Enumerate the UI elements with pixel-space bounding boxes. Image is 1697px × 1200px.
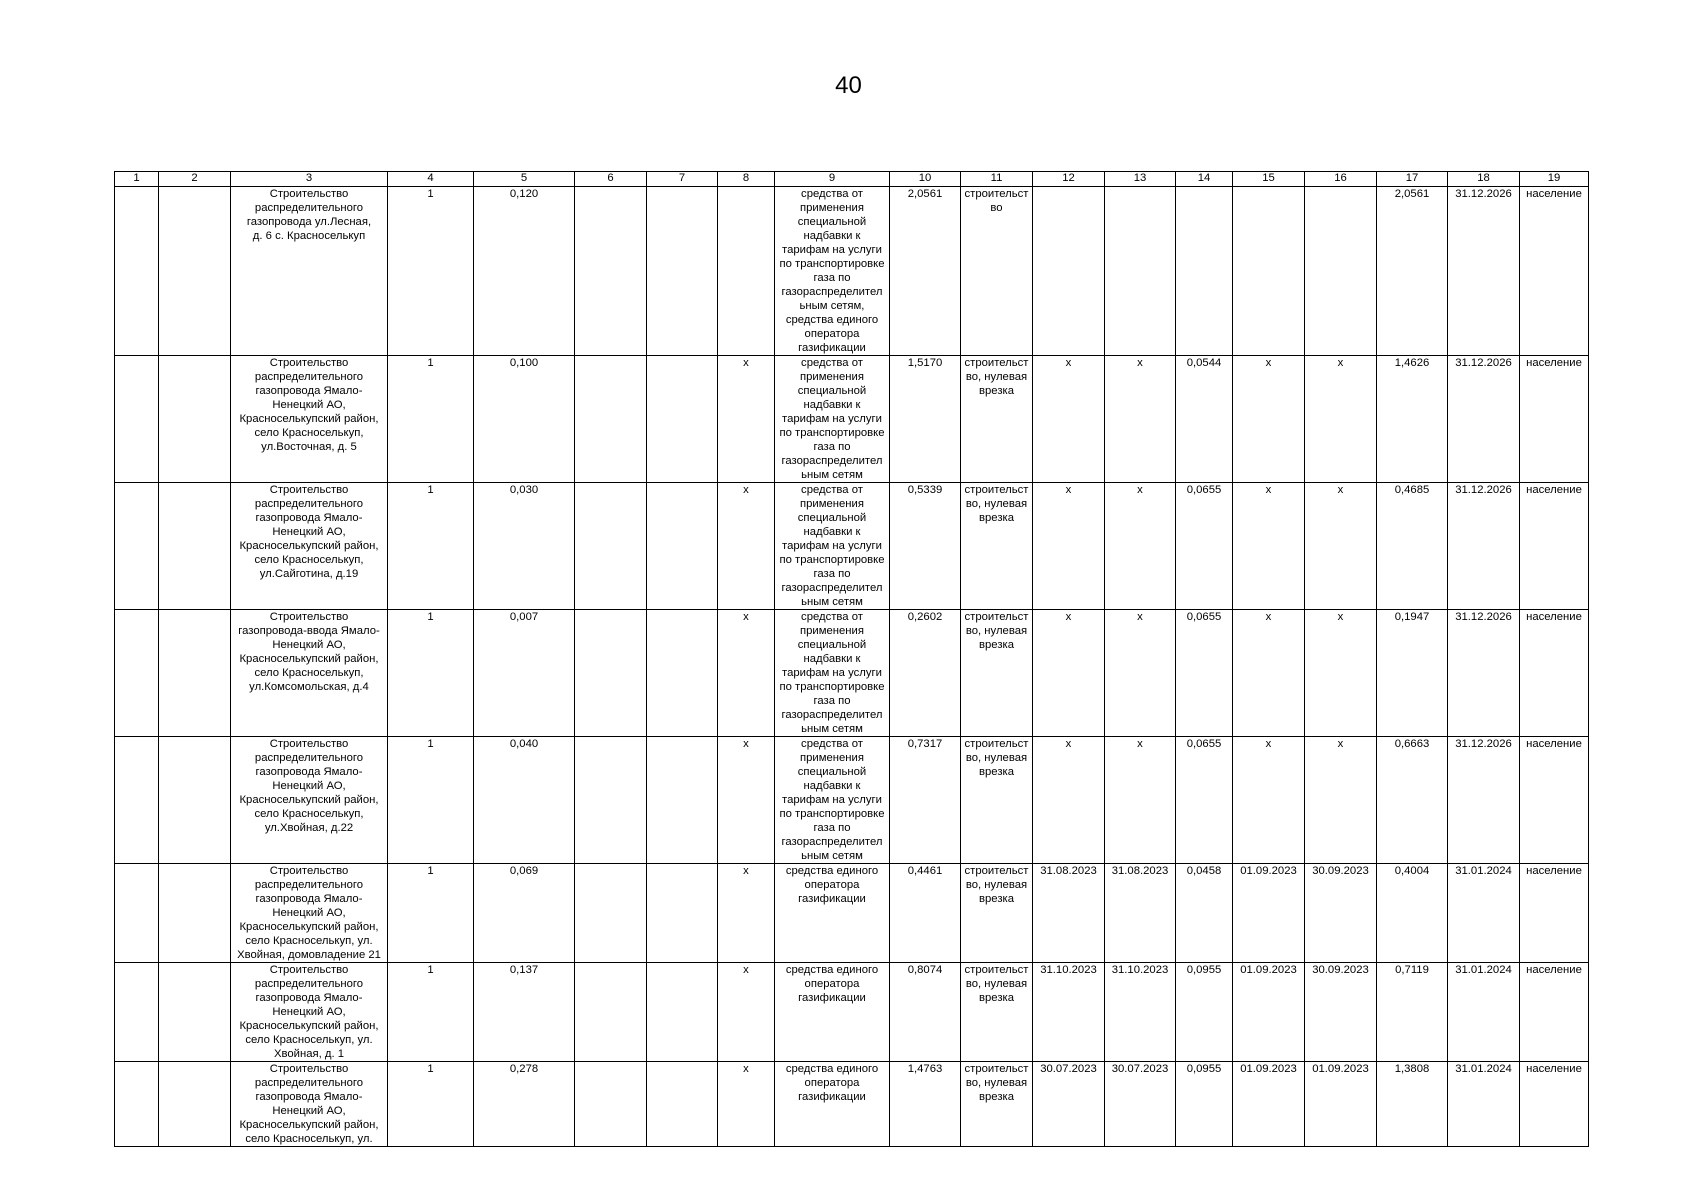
column-header: 17 — [1377, 172, 1448, 187]
column-header: 1 — [115, 172, 159, 187]
cell-row-number — [115, 963, 159, 1062]
cell-row-number — [115, 483, 159, 610]
cell-date-13: 31.08.2023 — [1105, 864, 1176, 963]
cell-beneficiary: население — [1520, 356, 1589, 483]
cell-quantity: 1 — [388, 356, 474, 483]
cell-length-km: 0,069 — [474, 864, 575, 963]
cell-date-12: х — [1033, 737, 1105, 864]
cell-length-km: 0,007 — [474, 610, 575, 737]
table-row — [115, 1062, 1589, 1147]
column-header: 15 — [1233, 172, 1305, 187]
cell-col-6 — [575, 356, 647, 483]
cell-length-km: 0,278 — [474, 1062, 575, 1147]
cell-code — [159, 864, 231, 963]
cell-row-number — [115, 864, 159, 963]
cell-work-type: строительст во, нулевая врезка — [961, 963, 1033, 1062]
cell-col-7 — [647, 610, 718, 737]
cell-beneficiary: население — [1520, 864, 1589, 963]
cell-value-14 — [1176, 187, 1233, 356]
cell-col-8: х — [718, 737, 775, 864]
column-header: 12 — [1033, 172, 1105, 187]
cell-col-8: х — [718, 1062, 775, 1147]
table-row — [115, 610, 1589, 737]
column-header: 6 — [575, 172, 647, 187]
cell-length-km: 0,040 — [474, 737, 575, 864]
cell-date-15: х — [1233, 610, 1305, 737]
cell-funding-source: средства единого оператора газификации — [775, 1062, 890, 1147]
column-header: 9 — [775, 172, 890, 187]
cell-row-number — [115, 737, 159, 864]
column-header: 10 — [890, 172, 961, 187]
cell-beneficiary: население — [1520, 483, 1589, 610]
cell-col-6 — [575, 963, 647, 1062]
cell-completion-date: 31.01.2024 — [1448, 963, 1520, 1062]
cell-completion-date: 31.12.2026 — [1448, 610, 1520, 737]
column-header: 18 — [1448, 172, 1520, 187]
cell-completion-date: 31.12.2026 — [1448, 356, 1520, 483]
cell-beneficiary: население — [1520, 610, 1589, 737]
cell-date-13: х — [1105, 356, 1176, 483]
cell-funding-source: средства от применения специальной надбавки к тарифам на услуги по транспортировке газа по газораспределител ьным сетям — [775, 610, 890, 737]
cell-value-14: 0,0955 — [1176, 963, 1233, 1062]
cell-date-15: 01.09.2023 — [1233, 963, 1305, 1062]
column-header: 16 — [1305, 172, 1377, 187]
cell-beneficiary: население — [1520, 737, 1589, 864]
cell-date-13 — [1105, 187, 1176, 356]
cell-quantity: 1 — [388, 963, 474, 1062]
cell-object-name: Строительство распределительного газопровода Ямало- Ненецкий АО, Красноселькупский район, село Красноселькуп, ул.Хвойная, д.22 — [231, 737, 388, 864]
cell-date-16: 30.09.2023 — [1305, 864, 1377, 963]
cell-funding-source: средства от применения специальной надбавки к тарифам на услуги по транспортировке газа по газораспределител ьным сетям — [775, 483, 890, 610]
cell-value-17: 0,1947 — [1377, 610, 1448, 737]
cell-work-type: строительст во, нулевая врезка — [961, 356, 1033, 483]
cell-funding-source: средства от применения специальной надбавки к тарифам на услуги по транспортировке газа по газораспределител ьным сетям — [775, 737, 890, 864]
cell-date-15: 01.09.2023 — [1233, 864, 1305, 963]
cell-col-8: х — [718, 356, 775, 483]
column-header: 5 — [474, 172, 575, 187]
cell-date-13: 31.10.2023 — [1105, 963, 1176, 1062]
cell-col-6 — [575, 1062, 647, 1147]
cell-funding-source: средства единого оператора газификации — [775, 963, 890, 1062]
cell-object-name: Строительство газопровода-ввода Ямало- Ненецкий АО, Красноселькупский район, село Красноселькуп, ул.Комсомольская, д.4 — [231, 610, 388, 737]
cell-date-15: х — [1233, 737, 1305, 864]
cell-value-14: 0,0655 — [1176, 737, 1233, 864]
cell-date-12: 31.10.2023 — [1033, 963, 1105, 1062]
cell-cost-total: 2,0561 — [890, 187, 961, 356]
cell-object-name: Строительство распределительного газопровода Ямало- Ненецкий АО, Красноселькупский район, село Красноселькуп, ул.Восточная, д. 5 — [231, 356, 388, 483]
cell-date-16: х — [1305, 356, 1377, 483]
cell-quantity: 1 — [388, 483, 474, 610]
cell-code — [159, 1062, 231, 1147]
column-header: 13 — [1105, 172, 1176, 187]
cell-work-type: строительст во, нулевая врезка — [961, 1062, 1033, 1147]
cell-value-14: 0,0544 — [1176, 356, 1233, 483]
cell-date-13: 30.07.2023 — [1105, 1062, 1176, 1147]
cell-date-12: х — [1033, 356, 1105, 483]
table-row — [115, 864, 1589, 963]
cell-row-number — [115, 1062, 159, 1147]
cell-quantity: 1 — [388, 187, 474, 356]
cell-value-17: 0,4685 — [1377, 483, 1448, 610]
cell-row-number — [115, 187, 159, 356]
cell-date-16: х — [1305, 483, 1377, 610]
cell-date-15: 01.09.2023 — [1233, 1062, 1305, 1147]
cell-quantity: 1 — [388, 610, 474, 737]
cell-col-6 — [575, 483, 647, 610]
cell-col-7 — [647, 737, 718, 864]
cell-date-15: х — [1233, 356, 1305, 483]
page-number: 40 — [835, 72, 862, 99]
cell-completion-date: 31.01.2024 — [1448, 1062, 1520, 1147]
cell-col-8 — [718, 187, 775, 356]
table-row — [115, 737, 1589, 864]
column-header: 3 — [231, 172, 388, 187]
table-row — [115, 187, 1589, 356]
cell-col-8: х — [718, 963, 775, 1062]
cell-col-6 — [575, 737, 647, 864]
cell-work-type: строительст во, нулевая врезка — [961, 864, 1033, 963]
cell-row-number — [115, 610, 159, 737]
cell-date-16 — [1305, 187, 1377, 356]
table-row — [115, 483, 1589, 610]
cell-completion-date: 31.01.2024 — [1448, 864, 1520, 963]
cell-funding-source: средства единого оператора газификации — [775, 864, 890, 963]
cell-object-name: Строительство распределительного газопровода Ямало- Ненецкий АО, Красноселькупский район, село Красноселькуп, ул. Хвойная, д. 1 — [231, 963, 388, 1062]
column-header: 19 — [1520, 172, 1589, 187]
cell-value-14: 0,0955 — [1176, 1062, 1233, 1147]
cell-col-7 — [647, 356, 718, 483]
cell-cost-total: 1,5170 — [890, 356, 961, 483]
cell-cost-total: 0,7317 — [890, 737, 961, 864]
cell-col-7 — [647, 864, 718, 963]
cell-value-17: 0,7119 — [1377, 963, 1448, 1062]
cell-col-7 — [647, 187, 718, 356]
cell-value-17: 1,3808 — [1377, 1062, 1448, 1147]
cell-col-8: х — [718, 864, 775, 963]
cell-cost-total: 0,4461 — [890, 864, 961, 963]
cell-funding-source: средства от применения специальной надбавки к тарифам на услуги по транспортировке газа по газораспределител ьным сетям, средства единого оператора газификации — [775, 187, 890, 356]
cell-work-type: строительст во — [961, 187, 1033, 356]
cell-cost-total: 0,5339 — [890, 483, 961, 610]
cell-date-15: х — [1233, 483, 1305, 610]
cell-work-type: строительст во, нулевая врезка — [961, 610, 1033, 737]
cell-work-type: строительст во, нулевая врезка — [961, 737, 1033, 864]
cell-date-15 — [1233, 187, 1305, 356]
cell-col-8: х — [718, 610, 775, 737]
cell-beneficiary: население — [1520, 1062, 1589, 1147]
cell-code — [159, 187, 231, 356]
cell-row-number — [115, 356, 159, 483]
cell-beneficiary: население — [1520, 963, 1589, 1062]
cell-date-16: х — [1305, 610, 1377, 737]
column-header: 4 — [388, 172, 474, 187]
cell-col-8: х — [718, 483, 775, 610]
cell-quantity: 1 — [388, 864, 474, 963]
cell-completion-date: 31.12.2026 — [1448, 483, 1520, 610]
cell-length-km: 0,030 — [474, 483, 575, 610]
cell-date-12: 31.08.2023 — [1033, 864, 1105, 963]
cell-completion-date: 31.12.2026 — [1448, 737, 1520, 864]
cell-date-13: х — [1105, 483, 1176, 610]
column-header: 14 — [1176, 172, 1233, 187]
column-header: 11 — [961, 172, 1033, 187]
column-header: 2 — [159, 172, 231, 187]
cell-code — [159, 610, 231, 737]
cell-value-17: 0,4004 — [1377, 864, 1448, 963]
cell-col-7 — [647, 963, 718, 1062]
cell-date-12: х — [1033, 483, 1105, 610]
cell-date-13: х — [1105, 737, 1176, 864]
cell-code — [159, 737, 231, 864]
column-header: 8 — [718, 172, 775, 187]
cell-col-6 — [575, 610, 647, 737]
cell-code — [159, 483, 231, 610]
cell-completion-date: 31.12.2026 — [1448, 187, 1520, 356]
investment-program-table — [114, 171, 1589, 1147]
cell-col-6 — [575, 187, 647, 356]
cell-funding-source: средства от применения специальной надбавки к тарифам на услуги по транспортировке газа по газораспределител ьным сетям — [775, 356, 890, 483]
cell-date-16: х — [1305, 737, 1377, 864]
column-header: 7 — [647, 172, 718, 187]
cell-date-12: 30.07.2023 — [1033, 1062, 1105, 1147]
cell-value-17: 1,4626 — [1377, 356, 1448, 483]
cell-beneficiary: население — [1520, 187, 1589, 356]
cell-col-7 — [647, 483, 718, 610]
cell-value-14: 0,0655 — [1176, 610, 1233, 737]
cell-quantity: 1 — [388, 737, 474, 864]
cell-cost-total: 0,8074 — [890, 963, 961, 1062]
cell-value-14: 0,0458 — [1176, 864, 1233, 963]
cell-cost-total: 1,4763 — [890, 1062, 961, 1147]
cell-value-17: 0,6663 — [1377, 737, 1448, 864]
cell-quantity: 1 — [388, 1062, 474, 1147]
cell-date-12 — [1033, 187, 1105, 356]
cell-object-name: Строительство распределительного газопровода Ямало- Ненецкий АО, Красноселькупский район, село Красноселькуп, ул. Хвойная, домовладение 21 — [231, 864, 388, 963]
cell-col-7 — [647, 1062, 718, 1147]
cell-value-17: 2,0561 — [1377, 187, 1448, 356]
table-row — [115, 356, 1589, 483]
cell-length-km: 0,100 — [474, 356, 575, 483]
cell-date-12: х — [1033, 610, 1105, 737]
cell-code — [159, 356, 231, 483]
cell-object-name: Строительство распределительного газопровода Ямало- Ненецкий АО, Красноселькупский район, село Красноселькуп, ул. — [231, 1062, 388, 1147]
cell-date-16: 30.09.2023 — [1305, 963, 1377, 1062]
column-number-header-row — [115, 172, 1589, 187]
cell-work-type: строительст во, нулевая врезка — [961, 483, 1033, 610]
cell-date-13: х — [1105, 610, 1176, 737]
cell-value-14: 0,0655 — [1176, 483, 1233, 610]
cell-length-km: 0,137 — [474, 963, 575, 1062]
cell-object-name: Строительство распределительного газопровода Ямало- Ненецкий АО, Красноселькупский район, село Красноселькуп, ул.Сайготина, д.19 — [231, 483, 388, 610]
cell-col-6 — [575, 864, 647, 963]
table-row — [115, 963, 1589, 1062]
cell-cost-total: 0,2602 — [890, 610, 961, 737]
cell-object-name: Строительство распределительного газопровода ул.Лесная, д. 6 с. Красноселькуп — [231, 187, 388, 356]
cell-code — [159, 963, 231, 1062]
cell-length-km: 0,120 — [474, 187, 575, 356]
cell-date-16: 01.09.2023 — [1305, 1062, 1377, 1147]
